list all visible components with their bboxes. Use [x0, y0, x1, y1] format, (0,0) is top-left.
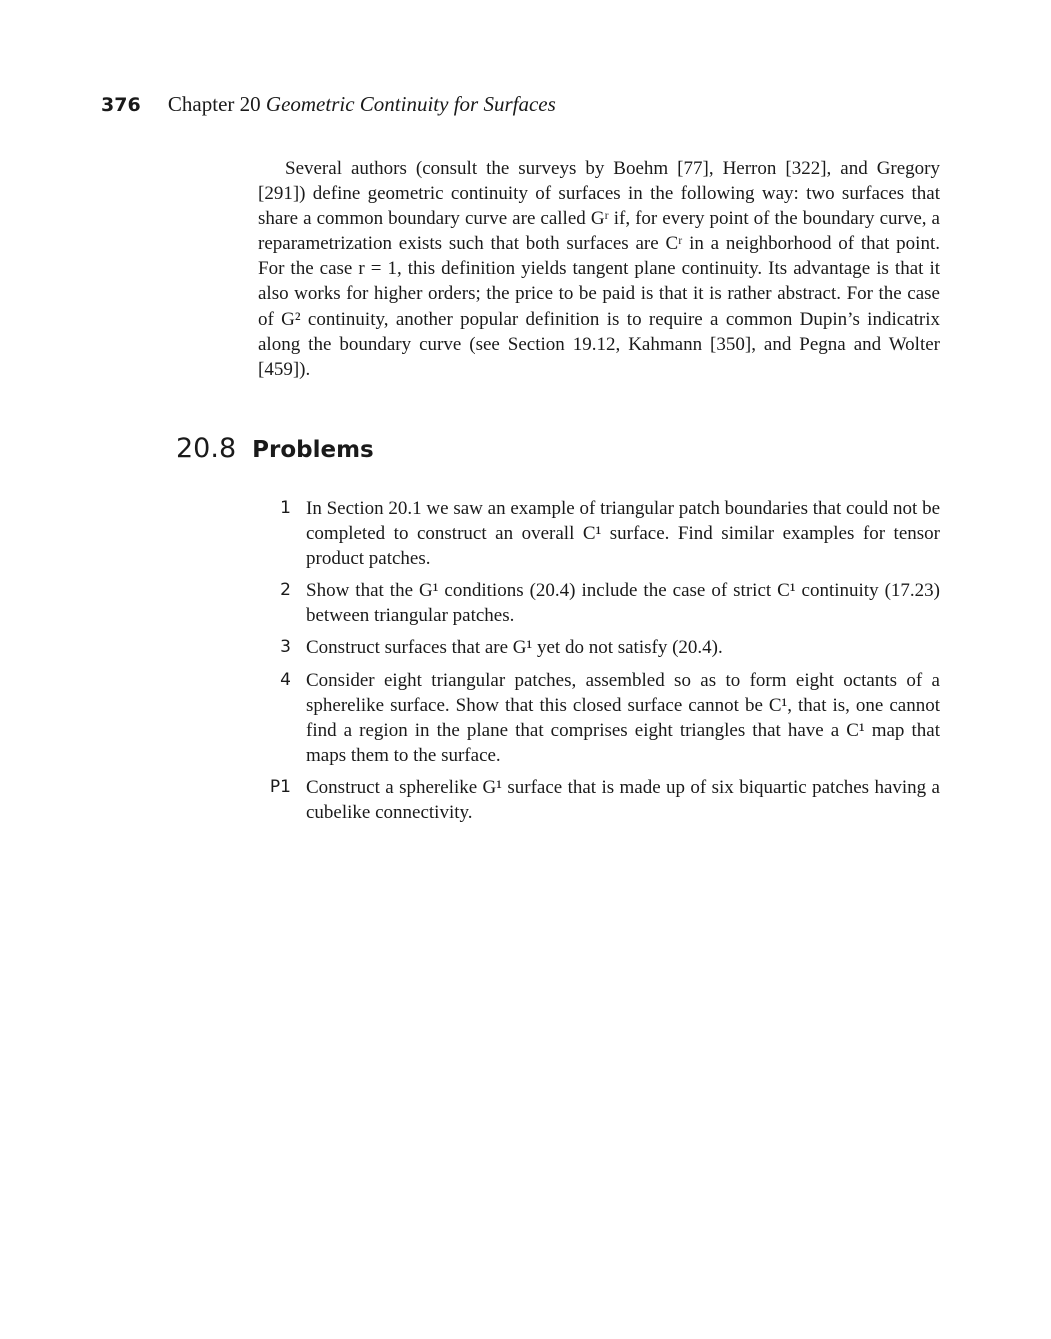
problem-number: 1 — [280, 498, 291, 518]
problem-number: P1 — [269, 776, 291, 797]
problem-text: In Section 20.1 we saw an example of triangular patch boundaries that could not be completed to construct an overall C¹ surface. Find similar examples for tensor product patches. — [306, 498, 940, 570]
problem-item — [258, 635, 940, 660]
problem-item — [258, 775, 940, 825]
problem-text: Construct a spherelike G¹ surface that is made up of six biquartic patches having a cubelike connectivity. — [306, 776, 940, 824]
problem-text: Show that the G¹ conditions (20.4) include the case of strict C¹ continuity (17.23) between triangular patches. — [306, 580, 940, 627]
page-number: 376 — [101, 94, 141, 116]
problem-number: 4 — [280, 669, 291, 690]
problem-item — [258, 668, 940, 768]
intro-paragraph: Several authors (consult the surveys by Boehm [77], Herron [322], and Gregory [291]) define geometric continuity of surfaces in the following way: two surfaces that share a common boundary curve are called Gʳ if, for every point of the boundary curve, a reparametrization exists such that both surfaces are Cʳ in a neighborhood of that point. For the case r = 1, this definition yields tangent plane continuity. Its advantage is that it also works for higher orders; the price to be paid is that it is rather abstract. For the case of G² continuity, another popular definition is to require a common Dupin’s indicatrix along the boundary curve (see Section 19.12, Kahmann [350], and Pegna and Wolter [459]). — [258, 158, 940, 380]
chapter-title: Geometric Continuity for Surfaces — [265, 92, 556, 116]
problem-item — [258, 496, 940, 571]
chapter-label: Chapter 20 — [167, 92, 261, 116]
section-heading — [176, 433, 374, 464]
intro-section — [258, 156, 940, 382]
section-number: 20.8 — [176, 433, 237, 464]
problem-text: Consider eight triangular patches, assembled so as to form eight octants of a spherelike surface. Show that this closed surface cannot be C¹, that is, one cannot find a region in the plane that comprises eight triangles that have a C¹ map that maps them to the surface. — [306, 669, 940, 766]
problem-list — [258, 496, 940, 832]
problem-item — [258, 578, 940, 628]
section-title: Problems — [252, 437, 374, 463]
running-head — [101, 92, 556, 117]
problem-number: 3 — [280, 637, 291, 658]
problem-text: Construct surfaces that are G¹ yet do not satisfy (20.4). — [306, 637, 723, 659]
problem-number: 2 — [280, 580, 291, 601]
